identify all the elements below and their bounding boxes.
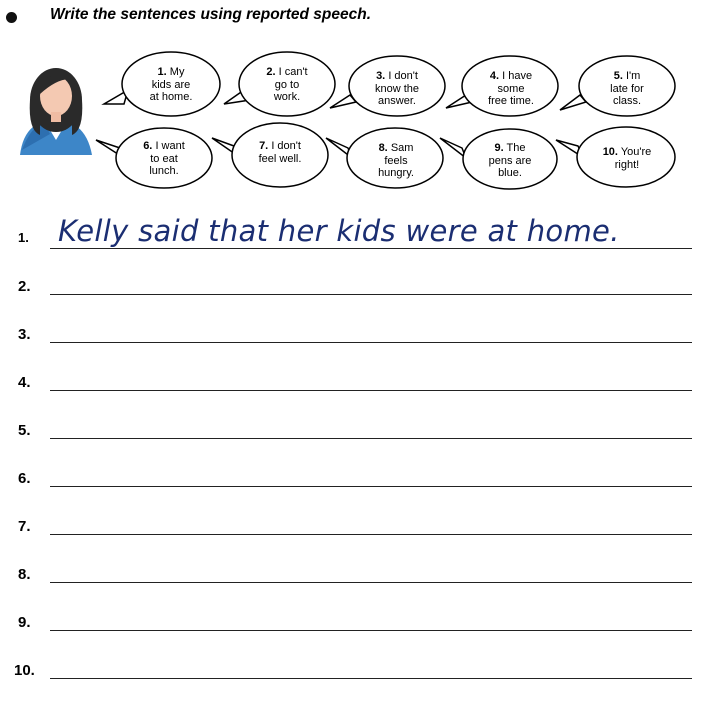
- answer-number: 2.: [18, 278, 31, 295]
- answer-row-3: [0, 326, 708, 366]
- bubble-8: 8. Sam feels hungry.: [378, 142, 414, 179]
- bubble-10: 10. You're right!: [602, 146, 652, 171]
- bubble-2: 2. I can't go to work.: [266, 66, 308, 103]
- answer-number: 4.: [18, 374, 31, 391]
- answer-row-4: [0, 374, 708, 414]
- answer-row-5: [0, 422, 708, 462]
- answer-number: 5.: [18, 422, 31, 439]
- bubble-9: 9. The pens are blue.: [488, 142, 532, 179]
- answer-number: 7.: [18, 518, 31, 535]
- answer-line[interactable]: [50, 630, 692, 631]
- answer-line[interactable]: [50, 248, 692, 249]
- bubble-3: 3. I don't know the answer.: [374, 70, 420, 107]
- answer-row-10: [0, 662, 708, 702]
- answer-row-8: [0, 566, 708, 606]
- answer-line[interactable]: [50, 582, 692, 583]
- answer-row-1: [0, 214, 708, 270]
- bubble-1: 1. My kids are at home.: [149, 66, 193, 103]
- answer-number: 1.: [18, 230, 29, 245]
- answer-line[interactable]: [50, 678, 692, 679]
- answer-row-7: [0, 518, 708, 558]
- answer-line[interactable]: [50, 438, 692, 439]
- answer-number: 10.: [14, 662, 35, 679]
- answer-number: 3.: [18, 326, 31, 343]
- answer-list: [0, 200, 708, 704]
- instruction-text: Write the sentences using reported speech.: [50, 6, 371, 23]
- bubble-4: 4. I have some free time.: [488, 70, 534, 107]
- answer-line[interactable]: [50, 342, 692, 343]
- speech-illustration: [0, 0, 708, 200]
- bubble-6: 6. I want to eat lunch.: [143, 140, 185, 177]
- answer-row-6: [0, 470, 708, 510]
- answer-row-9: [0, 614, 708, 654]
- answer-line[interactable]: [50, 534, 692, 535]
- answer-number: 9.: [18, 614, 31, 631]
- answer-row-2: [0, 278, 708, 318]
- answer-number: 8.: [18, 566, 31, 583]
- answer-1-handwriting[interactable]: Kelly said that her kids were at home.: [58, 214, 620, 248]
- answer-line[interactable]: [50, 390, 692, 391]
- woman-avatar-icon: [20, 68, 92, 155]
- bubble-5: 5. I'm late for class.: [610, 70, 644, 107]
- answer-line[interactable]: [50, 294, 692, 295]
- answer-number: 6.: [18, 470, 31, 487]
- bubble-7: 7. I don't feel well.: [258, 140, 302, 165]
- answer-line[interactable]: [50, 486, 692, 487]
